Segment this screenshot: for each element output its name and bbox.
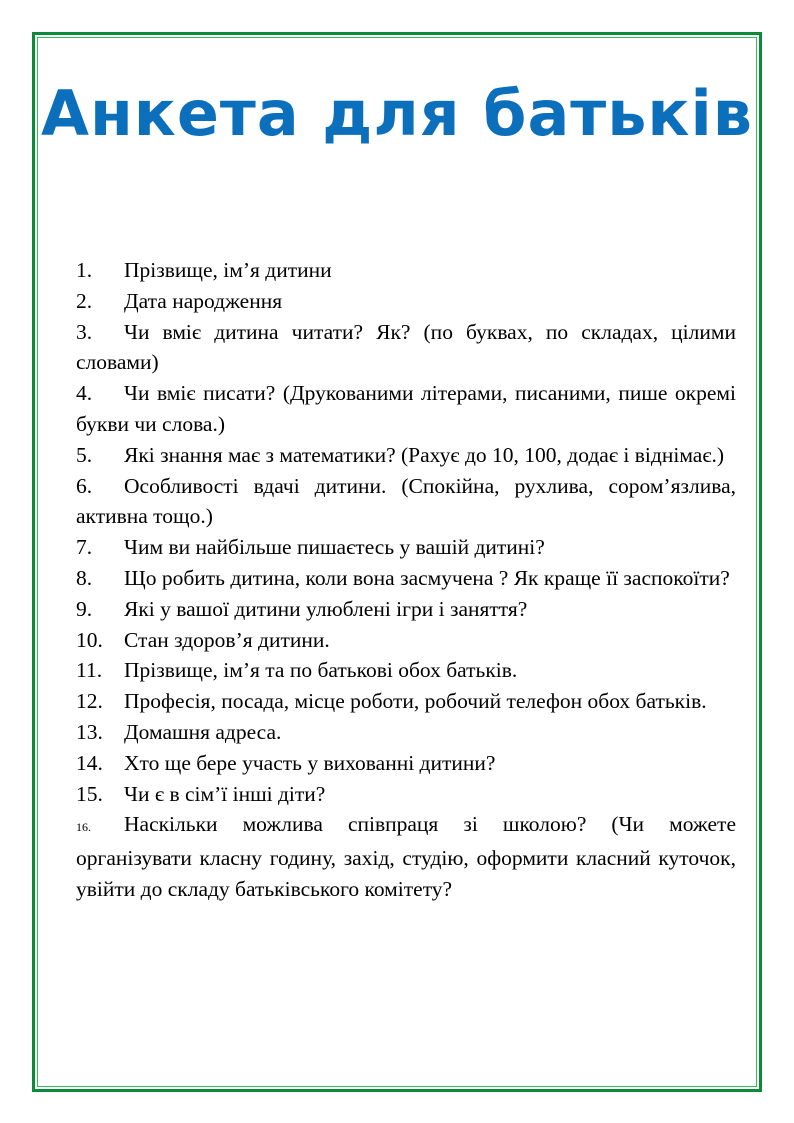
item-text: Які знання має з математики? (Рахує до 10, 100, додає і віднімає.) [124,442,725,467]
list-item [76,686,736,717]
list-item [76,779,736,810]
list-item [76,717,736,748]
item-number: 9. [76,596,93,621]
item-text: Чи вміє дитина читати? Як? (по буквах, по складах, цілими словами) [76,319,736,375]
item-text: Чим ви найбільше пишаєтесь у вашій дитині? [124,535,545,560]
item-number: 16. [76,820,91,835]
list-item [76,563,736,594]
list-item [76,532,736,563]
list-item [76,625,736,656]
item-number: 8. [76,565,93,590]
questionnaire-list [76,255,736,905]
item-number: 1. [76,258,93,282]
list-item [76,655,736,686]
item-text: Чи вміє писати? (Друкованими літерами, писаними, пише окремі букви чи слова.) [76,381,736,436]
item-number: 4. [76,381,93,406]
item-number: 7. [76,535,93,560]
item-number: 12. [76,689,103,714]
item-text: Прізвище, ім’я та по батькові обох батьків. [124,658,518,683]
item-number: 13. [76,719,103,744]
item-text: Хто ще бере участь у вихованні дитини? [124,750,496,775]
item-number: 15. [76,781,103,806]
item-text: Домашня адреса. [124,719,282,744]
item-text: Прізвище, ім’я дитини [124,258,332,282]
item-text: Професія, посада, місце роботи, робочий телефон обох батьків. [124,689,707,714]
item-text: Наскільки можлива співпраця зі школою? (Чи можете організувати класну годину, захід, студію, оформити класний куточок, увійти до складу батьківського комітету? [76,812,736,901]
list-item [76,594,736,625]
item-number: 5. [76,442,93,467]
item-number: 6. [76,473,93,498]
item-number: 3. [76,319,93,344]
list-item [76,440,736,471]
list-item [76,255,736,286]
item-text: Що робить дитина, коли вона засмучена ? Як краще її заспокоїти? [124,565,730,590]
list-item [76,748,736,779]
item-number: 11. [76,658,103,683]
list-item [76,317,736,379]
item-text: Особливості вдачі дитини. (Спокійна, рухлива, сором’язлива, активна тощо.) [76,473,736,529]
item-text: Стан здоров’я дитини. [124,627,330,652]
item-number: 14. [76,750,103,775]
list-item [76,471,736,533]
item-text: Чи є в сім’ї інші діти? [124,781,326,806]
item-number: 2. [76,288,93,313]
item-text: Дата народження [124,288,283,313]
item-text: Які у вашої дитини улюблені ігри і заняття? [124,596,528,621]
document-title: Анкета для батьків [40,77,754,150]
item-number: 10. [76,627,103,652]
list-item [76,286,736,317]
list-item [76,378,736,440]
list-item [76,809,736,904]
